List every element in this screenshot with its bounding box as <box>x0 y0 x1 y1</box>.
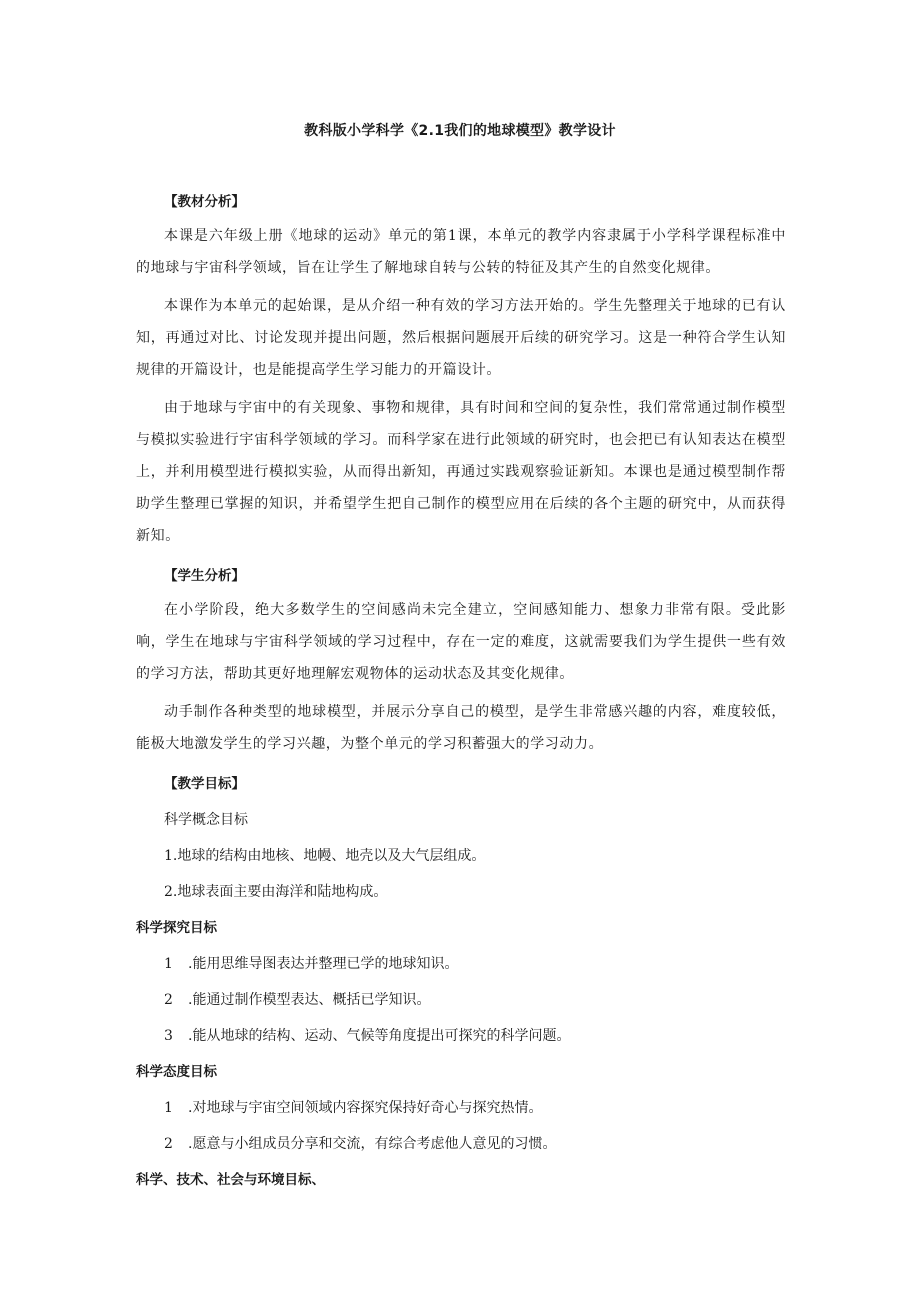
item-text: .能通过制作模型表达、概括已学知识。 <box>188 992 431 1008</box>
inquiry-goals-label: 科学探究目标 <box>136 920 217 936</box>
item-number: 3 <box>164 1028 173 1044</box>
document-body <box>136 184 786 1198</box>
list-item <box>136 1126 786 1162</box>
item-text: .愿意与小组成员分享和交流，有综合考虑他人意见的习惯。 <box>188 1136 557 1152</box>
heading-student-analysis: 【学生分析】 <box>164 568 245 584</box>
item-number: 1 <box>164 956 173 972</box>
list-item <box>136 1090 786 1126</box>
item-text: .能用思维导图表达并整理已学的地球知识。 <box>188 956 459 972</box>
heading-teaching-goals: 【教学目标】 <box>164 776 245 792</box>
paragraph: 本课是六年级上册《地球的运动》单元的第1课，本单元的教学内容隶属于小学科学课程标准中的地球与宇宙科学领域，旨在让学生了解地球自转与公转的特征及其产生的自然变化规律。 <box>136 228 786 276</box>
item-number: 1 <box>164 1100 173 1116</box>
concept-goals-label: 科学概念目标 <box>164 812 248 828</box>
paragraph: 本课作为本单元的起始课，是从介绍一种有效的学习方法开始的。学生先整理关于地球的已有认知，再通过对比、讨论发现并提出问题，然后根据问题展开后续的研究学习。这是一种符合学生认知规律的开篇设计，也是能提高学生学习能力的开篇设计。 <box>136 298 786 378</box>
list-item <box>136 946 786 982</box>
item-text: .对地球与宇宙空间领域内容探究保持好奇心与探究热情。 <box>188 1100 543 1116</box>
item-number: 2 <box>164 1136 173 1152</box>
document-title: 教科版小学科学《2.1我们的地球模型》教学设计 <box>304 123 616 139</box>
heading-textbook-analysis: 【教材分析】 <box>164 194 245 210</box>
paragraph: 由于地球与宇宙中的有关现象、事物和规律，具有时间和空间的复杂性，我们常常通过制作模型与模拟实验进行宇宙科学领域的学习。而科学家在进行此领域的研究时，也会把已有认知表达在模型上，并利用模型进行模拟实验，从而得出新知，再通过实践观察验证新知。本课也是通过模型制作帮助学生整理已掌握的知识，并希望学生把自己制作的模型应用在后续的各个主题的研究中，从而获得新知。 <box>136 400 786 544</box>
list-item <box>136 1018 786 1054</box>
stse-goals-label: 科学、技术、社会与环境目标、 <box>136 1172 325 1188</box>
list-item: 2.地球表面主要由海洋和陆地构成。 <box>164 884 388 900</box>
list-item <box>136 982 786 1018</box>
paragraph: 动手制作各种类型的地球模型，并展示分享自己的模型，是学生非常感兴趣的内容，难度较低，能极大地激发学生的学习兴趣，为整个单元的学习积蓄强大的学习动力。 <box>136 704 786 752</box>
list-item: 1.地球的结构由地核、地幔、地壳以及大气层组成。 <box>164 848 486 864</box>
paragraph: 在小学阶段，绝大多数学生的空间感尚未完全建立，空间感知能力、想象力非常有限。受此影响，学生在地球与宇宙科学领域的学习过程中，存在一定的难度，这就需要我们为学生提供一些有效的学习方法，帮助其更好地理解宏观物体的运动状态及其变化规律。 <box>136 602 786 682</box>
attitude-goals-label: 科学态度目标 <box>136 1064 217 1080</box>
item-text: .能从地球的结构、运动、气候等角度提出可探究的科学问题。 <box>188 1028 571 1044</box>
item-number: 2 <box>164 992 173 1008</box>
